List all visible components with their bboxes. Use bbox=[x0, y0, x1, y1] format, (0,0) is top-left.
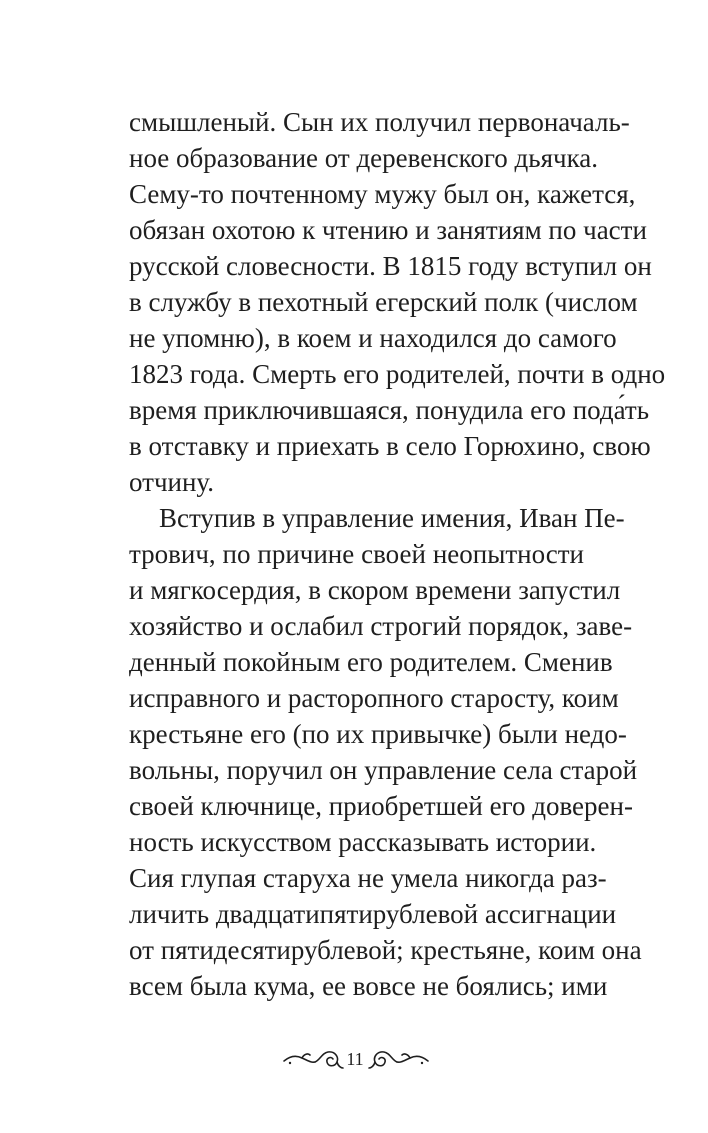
text-line: Сему-то почтенному мужу был он, кажется, bbox=[129, 179, 636, 209]
text-line: смышленый. Сын их получил первоначаль- bbox=[129, 107, 630, 137]
text-line: всем была кума, ее вовсе не боялись; ими bbox=[129, 971, 608, 1001]
scroll-ornament-right-icon bbox=[368, 1044, 430, 1074]
text-line: от пятидесятирублевой; крестьяне, коим она bbox=[129, 935, 642, 965]
text-line: денный покойным его родителем. Сменив bbox=[129, 647, 613, 677]
text-line: 1823 года. Смерть его родителей, почти в одно bbox=[129, 359, 666, 389]
text-line: время приключившаяся, понудила его пода́ть bbox=[129, 395, 650, 425]
text-line: ность искусством рассказывать истории. bbox=[129, 827, 597, 857]
text-line: исправного и расторопного старосту, коим bbox=[129, 683, 619, 713]
text-line: обязан охотою к чтению и занятиям по части bbox=[129, 215, 647, 245]
text-line: не упомню), в коем и находился до самого bbox=[129, 323, 617, 353]
text-line: вольны, поручил он управление села старой bbox=[129, 755, 638, 785]
text-line: ное образование от деревенского дьячка. bbox=[129, 143, 599, 173]
scroll-ornament-left-icon bbox=[282, 1044, 344, 1074]
text-line: личить двадцатипятирублевой ассигнации bbox=[129, 899, 617, 929]
text-line: Вступив в управление имения, Иван Пе- bbox=[159, 503, 625, 533]
text-line: хозяйство и ослабил строгий порядок, заве- bbox=[129, 611, 633, 641]
text-line: своей ключнице, приобретшей его доверен- bbox=[129, 791, 633, 821]
text-line: в службу в пехотный егерский полк (числом bbox=[129, 287, 638, 317]
text-line: и мягкосердия, в скором времени запустил bbox=[129, 575, 621, 605]
text-line: в отставку и приехать в село Горюхино, свою bbox=[129, 431, 651, 461]
text-line: трович, по причине своей неопытности bbox=[129, 539, 584, 569]
text-line: отчину. bbox=[129, 467, 214, 497]
page-footer bbox=[0, 1040, 708, 1080]
text-line: Сия глупая старуха не умела никогда раз- bbox=[129, 863, 607, 893]
text-line: русской словесности. В 1815 году вступил он bbox=[129, 251, 652, 281]
text-line: крестьяне его (по их привычке) были недо- bbox=[129, 719, 627, 749]
body-text bbox=[129, 104, 666, 1004]
page-number: 11 bbox=[346, 1049, 364, 1069]
